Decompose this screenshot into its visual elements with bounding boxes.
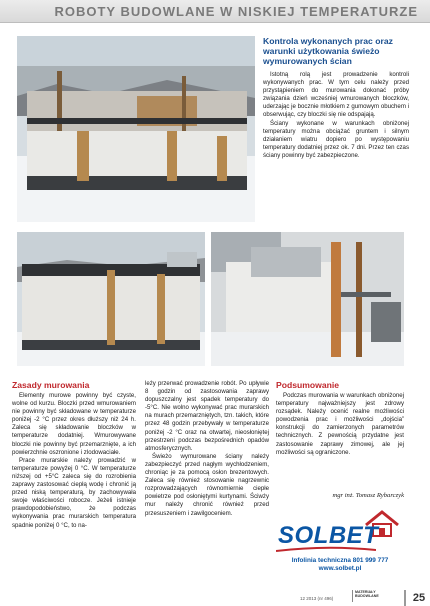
body-paragraph: Podczas murowania w warunkach obniżonej temperatury najważniejszy jest zdrowy rozsądek. Należy ocenić realne możliwości powodzenia prac i możliwości „dojścia” konstrukcji do zamierzonych parametrów technicznych. Z pewnością przydatne jest zastosowanie zaprawy zimowej, ale jej możliwości są ograniczone. — [276, 392, 404, 456]
intro-paragraph: Ściany wykonane w warunkach obniżonej temperatury można obciążać gruntem i silnym działaniem wiatru dopiero po występowaniu temperatury dodatniej przez ok. 7 dni. Przez ten czas ściany powinny być zabezpieczone. — [263, 119, 409, 159]
solbet-logo — [276, 505, 404, 555]
body-paragraph: leży przerwać prowadzenie robót. Po upływie 8 godzin od zastosowania zaprawy dopuszczalny jest spadek temperatury do -5°C. Nie wolno wykonywać prac murarskich na murach przemarzniętych, tzn. takich, które przez 48 godzin przebywały w temperaturze poniżej -2 °C oraz na otwartej, nieosłoniętej przestrzeni podczas bezpośrednich opadów atmosferycznych. — [145, 380, 269, 452]
section-title: Podsumowanie — [276, 380, 340, 390]
header-title: ROBOTY BUDOWLANE W NISKIEJ TEMPERATURZE — [54, 3, 418, 19]
page-header — [0, 0, 430, 23]
logo-wordmark: SOLBET — [278, 522, 379, 549]
logo-swoosh-icon — [276, 545, 376, 553]
section-podsumowanie — [276, 380, 404, 457]
intro-title: Kontrola wykonanych prac oraz warunki użytkowania świeżo wymurowanych ścian — [263, 36, 393, 66]
construction-photo-wall — [17, 232, 205, 366]
section-continued — [145, 380, 269, 518]
section-zasady-murowania — [12, 380, 136, 530]
body-paragraph: Świeżo wymurowane ściany należy zabezpieczyć przed nagłym wychłodzeniem, chroniąc je za pomocą osłon brezentowych. Zaleca się również stosowanie nagrzewnic rozprowadzających równomiernie ciepłe powietrze pod osłoniętymi kurtynami. Ściwży mur należy chronić również przed przesuszeniem i zawilgoceniem. — [145, 452, 269, 517]
issue-number: 12 2013 (nr 496) — [300, 596, 334, 601]
construction-photo-scaffolding — [211, 232, 404, 366]
author-signature: mgr inż. Tomasz Rybarczyk — [332, 492, 404, 499]
body-paragraph: Elementy murowe powinny być czyste, wolne od kurzu. Bloczki przed wmurowaniem nie powinny być składowane w temperaturze poniżej -2 °C przez okres dłuższy niż 24 h. Zaleca się składowanie bloczków w temperaturze dodatniej. Wmurowywane bloczki nie powinny być przemarznięte, a ich powierzchnie oszronione i zlodowaciałe. — [12, 392, 136, 456]
section-body — [145, 380, 269, 518]
intro-section — [263, 36, 409, 160]
section-body — [12, 392, 136, 530]
body-paragraph: Prace murarskie należy prowadzić w temperaturze powyżej 0 °C. W temperaturze niższej od +5°C zaleca się do rozrobienia zaprawy zastosować ciepłą wodę i chronić ją przed niską temperaturą, by zachowywała swoje właściwości robocze. Jeżeli istnieje prawdopodobieństwo, że podczas wykonywania prac murarskich temperatura spadnie poniżej 0 °C, to na- — [12, 456, 136, 529]
section-title: Zasady murowania — [12, 380, 90, 390]
construction-photo-large — [17, 36, 255, 222]
intro-paragraph: Istotną rolą jest prowadzenie kontroli wykonywanych prac. W tym celu należy przed przystąpieniem do murowania dokonać próby związania dzień wcześniej wmurowanych bloczków, uderzając je bocznie młotkiem z gumowym obuchem i obserwując, czy bloczki się nie odspajają. — [263, 71, 409, 119]
intro-body — [263, 71, 409, 160]
section-body — [276, 392, 404, 457]
hotline-text: Infolinia techniczna 801 999 777 — [291, 557, 389, 564]
page-number: 25 — [404, 590, 430, 606]
contact-info — [276, 557, 404, 573]
magazine-logo: MATERIAŁY BUDOWLANE — [352, 590, 387, 602]
website-link[interactable]: www.solbet.pl — [318, 565, 362, 572]
